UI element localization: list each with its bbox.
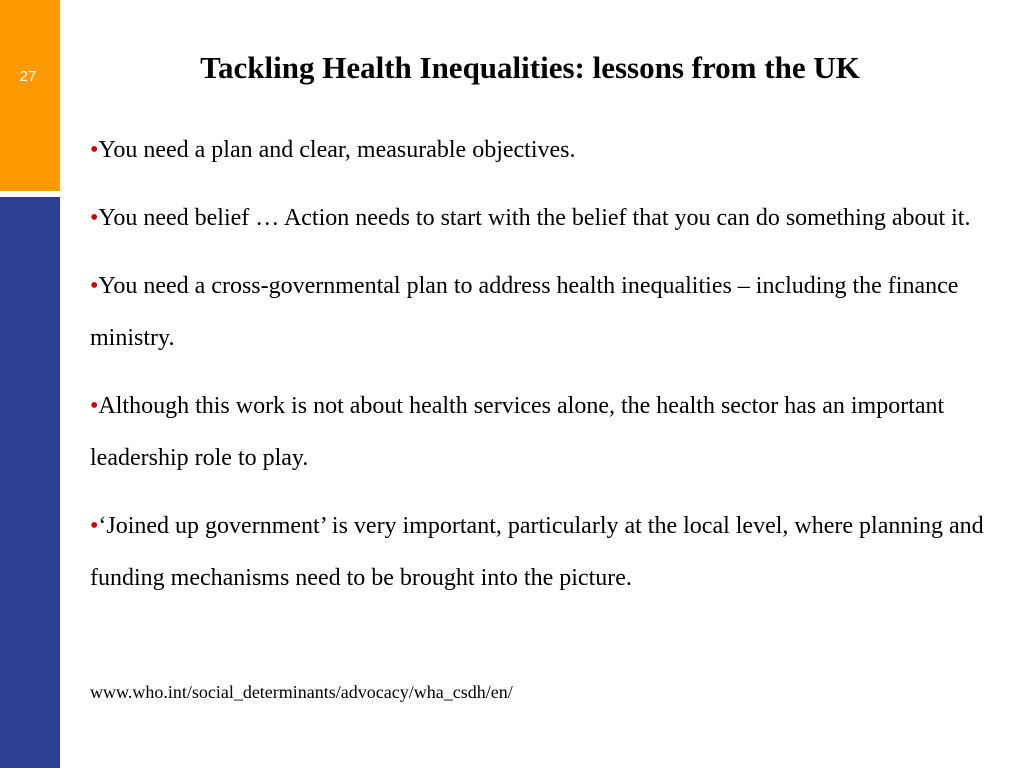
bullet-marker: • [90,137,99,163]
bullet-marker: • [90,273,99,299]
bullet-item [90,192,990,244]
bullet-text: Although this work is not about health services alone, the health sector has an important leadership role to play. [90,393,945,471]
slide-title: Tackling Health Inequalities: lessons from the UK [200,50,860,85]
bullet-text: You need belief … Action needs to start with the belief that you can do something about it. [98,205,971,231]
bullet-item [90,124,990,176]
slide-number: 27 [19,68,37,85]
bullet-text: You need a plan and clear, measurable objectives. [98,137,576,163]
bullet-marker: • [90,205,99,231]
sidebar-accent-blue [0,197,60,768]
bullet-marker: • [90,513,99,539]
source-link[interactable]: www.who.int/social_determinants/advocacy/wha_csdh/en/ [90,682,513,702]
sidebar-accent-orange [0,0,60,191]
bullet-text: You need a cross-governmental plan to address health inequalities – including the finance ministry. [90,273,959,351]
bullet-list [90,124,990,620]
bullet-item [90,260,990,364]
bullet-marker: • [90,393,99,419]
bullet-item [90,380,990,484]
bullet-item [90,500,990,604]
bullet-text: ‘Joined up government’ is very important, particularly at the local level, where planning and funding mechanisms need to be brought into the picture. [90,513,984,591]
